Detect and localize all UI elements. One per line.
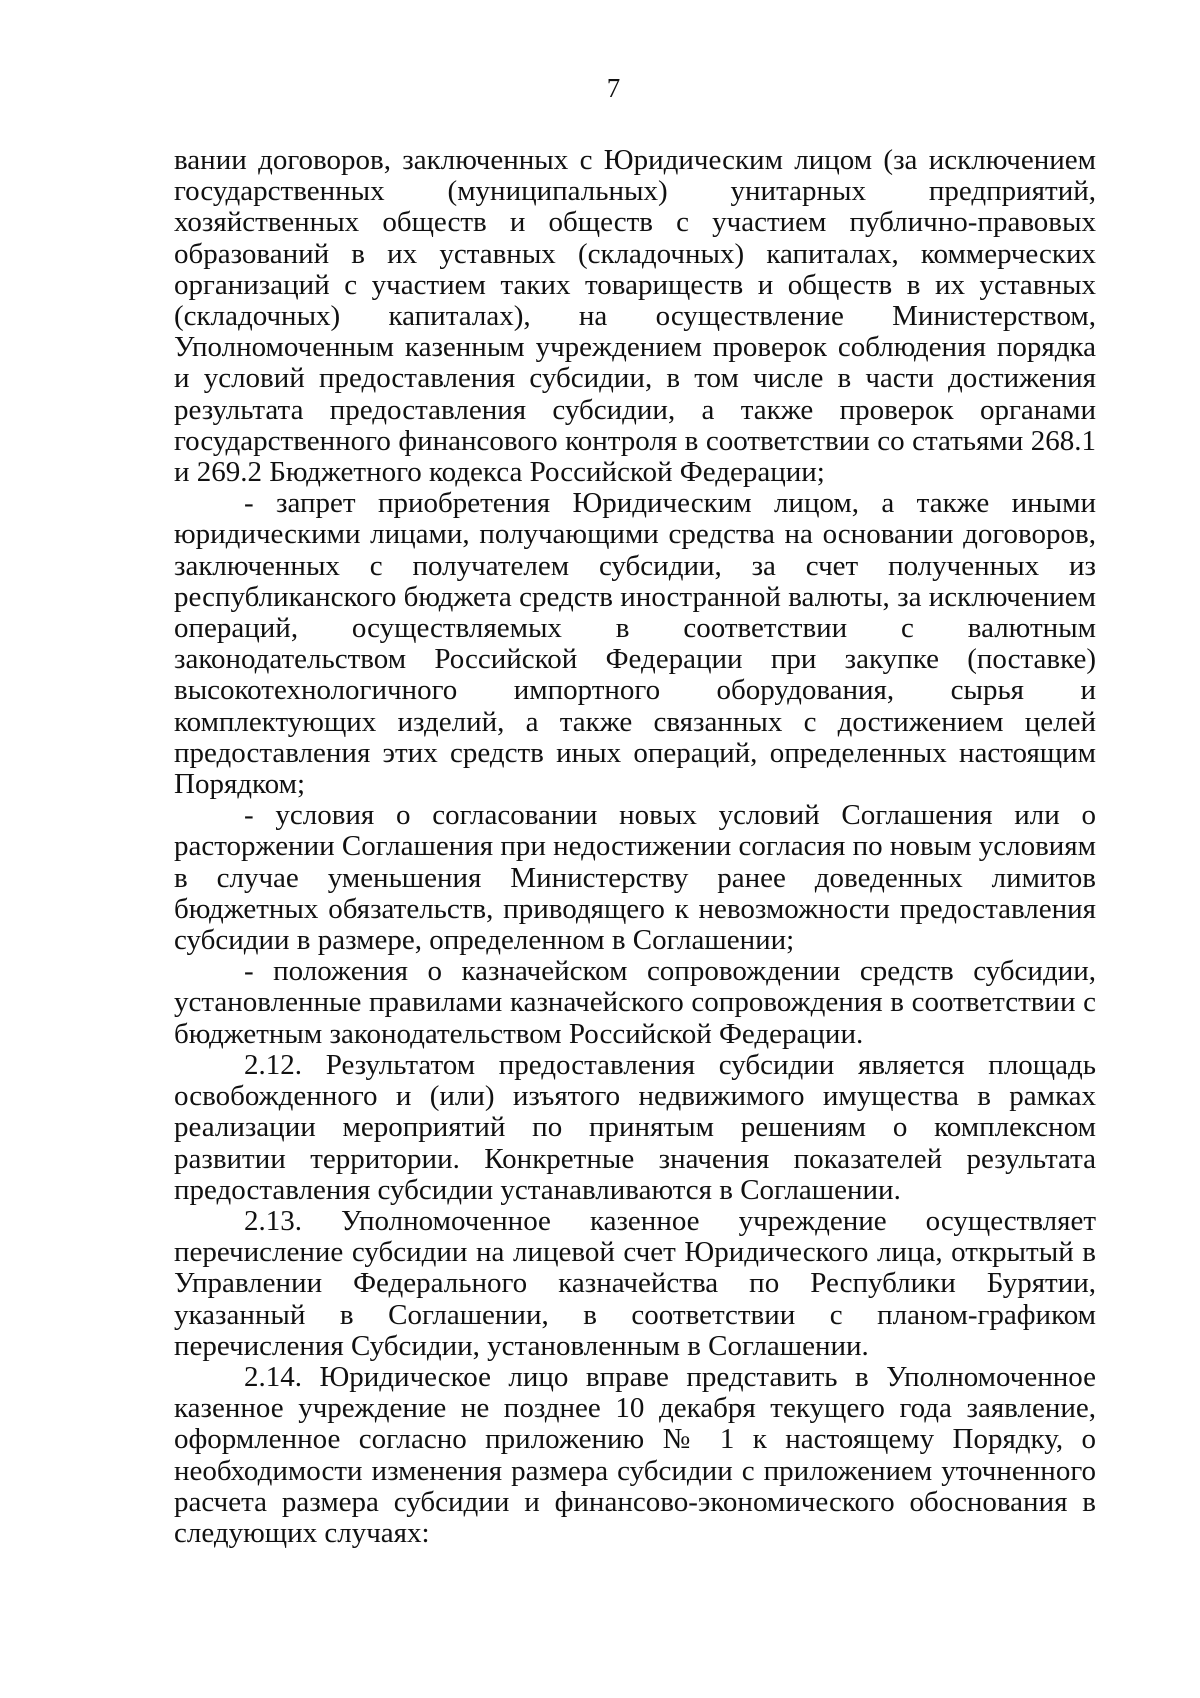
paragraph-2-12: 2.12. Результатом предоставления субсидии является площадь освобожденного и (или) изъятого недвижимого имущества в рамках реализации мероприятий по принятым решениям о комплексном развитии территории. Конкретные значения показателей результата предоставления субсидии устанавливаются в Соглашении. [174,1048,1096,1206]
paragraph-treasury-support: - положения о казначейском сопровождении средств субсидии, установленные правилами казначейского сопровождения в соответствии с бюджетным законодательством Российской Федерации. [174,955,1096,1050]
document-body [174,145,1096,1549]
paragraph-2-13: 2.13. Уполномоченное казенное учреждение осуществляет перечисление субсидии на лицевой счет Юридического лица, открытый в Управлении Федерального казначейства по Республики Бурятии, указанный в Соглашении, в соответствии с планом-графиком перечисления Субсидии, установленным в Соглашении. [174,1204,1096,1362]
paragraph-2-14: 2.14. Юридическое лицо вправе представить в Уполномоченное казенное учреждение не позднее 10 декабря текущего года заявление, оформленное согласно приложению № 1 к настоящему Порядку, о необходимости изменения размера субсидии с приложением уточненного расчета размера субсидии и финансово-экономического обоснования в следующих случаях: [174,1360,1096,1549]
paragraph-continuation: вании договоров, заключенных с Юридическим лицом (за исключением государственных (муниципальных) унитарных предприятий, хозяйственных обществ и обществ с участием публично-правовых образований в их уставных (складочных) капиталах, коммерческих организаций с участием таких товариществ и обществ в их уставных (складочных) капиталах), на осуществление Министерством, Уполномоченным казенным учреждением проверок соблюдения порядка и условий предоставления субсидии, в том числе в части достижения результата предоставления субсидии, а также проверок органами государственного финансового контроля в соответствии со статьями 268.1 и 269.2 Бюджетного кодекса Российской Федерации; [174,144,1096,489]
page-number: 7 [606,73,621,103]
paragraph-currency-ban: - запрет приобретения Юридическим лицом, а также иными юридическими лицами, получающими средства на основании договоров, заключенных с получателем субсидии, за счет полученных из республиканского бюджета средств иностранной валюты, за исключением операций, осуществляемых в соответствии с валютным законодательством Российской Федерации при закупке (поставке) высокотехнологичного импортного оборудования, сырья и комплектующих изделий, а также связанных с достижением целей предоставления этих средств иных операций, определенных настоящим Порядком; [174,487,1096,801]
paragraph-agreement-conditions: - условия о согласовании новых условий Соглашения или о расторжении Соглашения при недостижении согласия по новым условиям в случае уменьшения Министерству ранее доведенных лимитов бюджетных обязательств, приводящего к невозможности предоставления субсидии в размере, определенном в Соглашении; [174,799,1096,957]
